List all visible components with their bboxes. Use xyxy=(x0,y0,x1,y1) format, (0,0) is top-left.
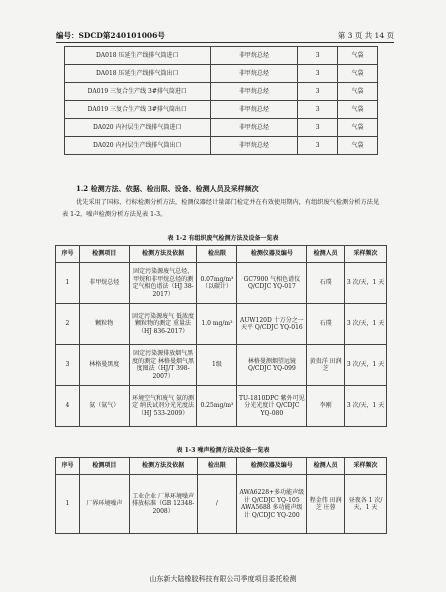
row-instrument: AWA6228+多功能声级计 Q/CDJC YQ-105 AWA5688 多功能声级计 Q/CDJC YQ-200 xyxy=(237,475,307,534)
col-limit: 检出限 xyxy=(197,246,237,263)
row-item: 厂界环境噪声 xyxy=(79,475,129,534)
page-number: 第 3 页 共 14 页 xyxy=(337,31,394,40)
row-instrument: TU-1810DPC 紫外可见分光光度计 Q/CDJC YQ-080 xyxy=(237,386,307,427)
test-item: 非甲烷总烃 xyxy=(210,47,298,65)
section-paragraph: 优先采用了国标、行标检测分析方法，检测仪器经计量部门检定并在有效使用期内，有组织废气检测分析方法见表 1-2，噪声检测分析方法见表 1-3。 xyxy=(62,199,380,218)
row-method: 环境空气和废气 氨的测定 纳氏试剂分光光度法（HJ 533-2009） xyxy=(129,386,197,427)
table-1-2-caption: 表 1-2 有组织废气检测方法及设备一览表 xyxy=(167,235,279,242)
row-no: 1 xyxy=(56,263,80,304)
doc-number: 编号：SDCD第240101006号 xyxy=(56,31,165,40)
row-method: 固定污染源废气 低浓度颗粒物的测定 重量法（HJ 836-2017） xyxy=(129,304,197,345)
row-instrument: GC7900 气相色谱仪 Q/CDJC YQ-017 xyxy=(237,263,307,304)
test-item: 非甲烷总烃 xyxy=(210,101,298,119)
waste-gas-method-table xyxy=(55,245,387,427)
table-row xyxy=(65,101,378,119)
table-row xyxy=(65,65,378,83)
point-code: DA020 xyxy=(92,141,114,149)
col-no: 序号 xyxy=(56,458,80,475)
row-limit: 0.25mg/m³ xyxy=(197,386,237,427)
table-row xyxy=(65,83,378,101)
point-location: 压延生产线排气筒出口 xyxy=(118,69,179,77)
col-frequency: 采样频次 xyxy=(345,246,387,263)
sample-count: 3 xyxy=(298,83,338,101)
row-limit: 0.07mg/m³（以碳计） xyxy=(197,263,237,304)
col-frequency: 采样频次 xyxy=(345,458,387,475)
sample-count: 3 xyxy=(298,65,338,83)
point-code: DA019 xyxy=(87,87,109,95)
row-method: 固定污染源废气总烃、甲烷和非甲烷总烃的测定气相色谱法（HJ 38-2017） xyxy=(129,263,197,304)
page-header xyxy=(56,26,394,43)
noise-method-table xyxy=(55,457,387,534)
col-person: 检测人员 xyxy=(307,458,345,475)
row-no: 2 xyxy=(56,304,80,345)
table-row xyxy=(65,119,378,137)
point-code: DA020 xyxy=(92,123,114,131)
row-item: 颗粒物 xyxy=(79,304,129,345)
row-instrument: 林格曼测烟望远镜 Q/CDJC YQ-099 xyxy=(237,345,307,386)
row-person: 石璞 xyxy=(307,263,345,304)
col-method: 检测方法及依据 xyxy=(129,458,197,475)
row-frequency: 3 次/天，1 天 xyxy=(345,304,387,345)
row-method: 工业企业 厂界环境噪声排放标准（GB 12348-2008） xyxy=(129,475,197,534)
row-item: 氨（氨气） xyxy=(79,386,129,427)
sample-count: 3 xyxy=(298,47,338,65)
table-row xyxy=(56,386,387,427)
sample-medium: 气袋 xyxy=(338,119,378,137)
sample-medium: 气袋 xyxy=(338,83,378,101)
point-location: 压延生产线排气筒进口 xyxy=(118,51,179,59)
test-item: 非甲烷总烃 xyxy=(210,137,298,155)
point-code: DA018 xyxy=(95,69,117,77)
row-person: 石璞 xyxy=(307,304,345,345)
sample-count: 3 xyxy=(298,101,338,119)
row-item: 林格曼黑度 xyxy=(79,345,129,386)
row-item: 非甲烷总烃 xyxy=(79,263,129,304)
col-person: 检测人员 xyxy=(307,246,345,263)
point-location: 三复合生产线 3#排气筒出口 xyxy=(110,105,187,113)
col-instrument: 检测仪器及编号 xyxy=(237,458,307,475)
col-instrument: 检测仪器及编号 xyxy=(237,246,307,263)
test-item: 非甲烷总烃 xyxy=(210,65,298,83)
point-location: 内衬层生产线排气筒进口 xyxy=(115,123,182,131)
row-person: 李刚 xyxy=(307,386,345,427)
section-title: 1.2 检测方法、依据、检出限、设备、检测人员及采样频次 xyxy=(76,184,259,193)
point-code: DA018 xyxy=(95,51,117,59)
row-frequency: 3 次/天，1 天 xyxy=(345,386,387,427)
row-person: 黄贵洋 田润芝 xyxy=(307,345,345,386)
row-frequency: 昼夜各 1 次/天，1 天 xyxy=(345,475,387,534)
row-no: 3 xyxy=(56,345,80,386)
col-item: 检测项目 xyxy=(79,458,129,475)
sample-count: 3 xyxy=(298,119,338,137)
sample-medium: 气袋 xyxy=(338,137,378,155)
table-header-row xyxy=(56,246,387,263)
row-no: 4 xyxy=(56,386,80,427)
row-limit: 1级 xyxy=(197,345,237,386)
row-limit: 1.0 mg/m³ xyxy=(197,304,237,345)
row-no: 1 xyxy=(56,475,80,534)
table-row xyxy=(56,475,387,534)
sampling-points-table xyxy=(64,46,378,155)
point-location: 内衬层生产线排气筒出口 xyxy=(115,141,182,149)
col-method: 检测方法及依据 xyxy=(129,246,197,263)
table-row xyxy=(56,263,387,304)
table-row xyxy=(56,304,387,345)
row-person: 程金伟 田润芝 庄蓉 xyxy=(307,475,345,534)
point-code: DA019 xyxy=(87,105,109,113)
row-frequency: 3 次/天，1 天 xyxy=(345,263,387,304)
col-no: 序号 xyxy=(56,246,80,263)
test-item: 非甲烷总烃 xyxy=(210,83,298,101)
row-method: 固定污染源排放烟气黑度的测定 林格曼烟气黑度图法（HJ/T 398-2007） xyxy=(129,345,197,386)
sample-count: 3 xyxy=(298,137,338,155)
table-row xyxy=(65,47,378,65)
sample-medium: 气袋 xyxy=(338,65,378,83)
table-header-row xyxy=(56,458,387,475)
table-row xyxy=(65,137,378,155)
sample-medium: 气袋 xyxy=(338,47,378,65)
col-item: 检测项目 xyxy=(79,246,129,263)
page-footer: 山东新大陆橡胶科技有限公司季度项目委托检测 xyxy=(149,575,297,583)
table-1-3-caption: 表 1-3 噪声检测方法及设备一览表 xyxy=(176,447,270,454)
table-row xyxy=(56,345,387,386)
point-location: 三复合生产线 3#排气筒进口 xyxy=(110,87,187,95)
col-limit: 检出限 xyxy=(197,458,237,475)
row-frequency: 3 次/天，1 天 xyxy=(345,345,387,386)
test-item: 非甲烷总烃 xyxy=(210,119,298,137)
row-limit: / xyxy=(197,475,237,534)
sample-medium: 气袋 xyxy=(338,101,378,119)
row-instrument: AUW120D 十万分之一天平 Q/CDJC YQ-016 xyxy=(237,304,307,345)
